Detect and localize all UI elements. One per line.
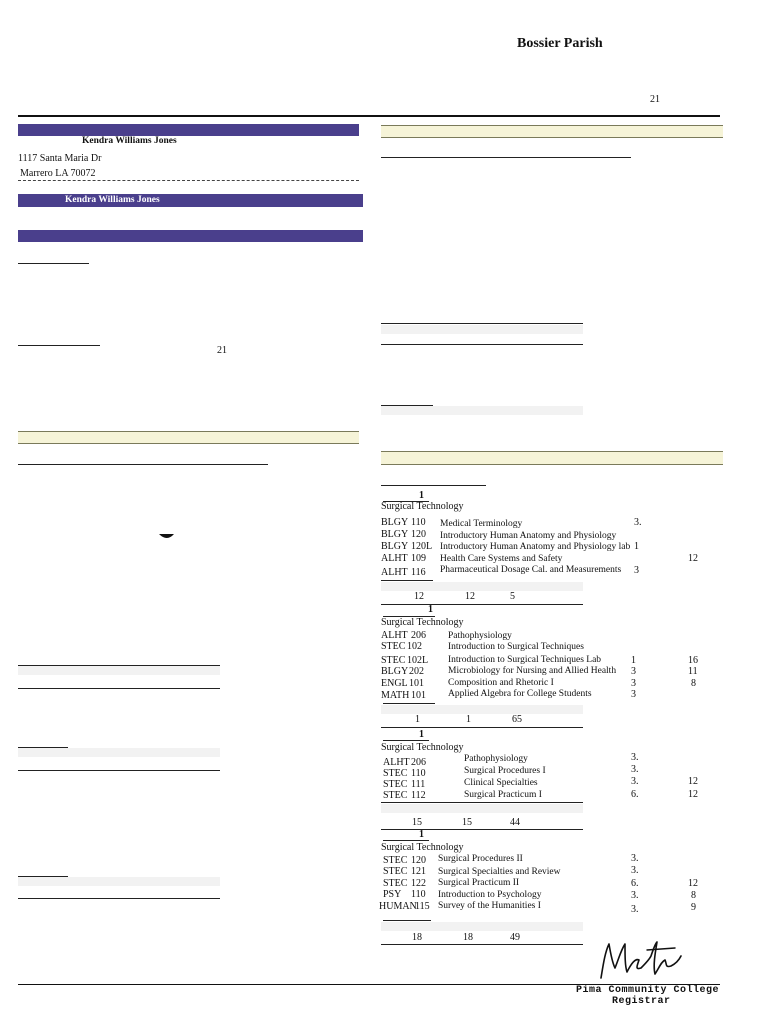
course-title: Survey of the Humanities I (438, 901, 541, 911)
course-dept: ALHT (381, 567, 408, 578)
course-dept: MATH (381, 690, 410, 701)
term-program: Surgical Technology (381, 617, 464, 628)
course-dept: ALHT (381, 630, 408, 641)
course-credits: 3. (631, 904, 639, 915)
course-credits: 3 (631, 666, 636, 677)
address-line-2: Marrero LA 70072 (20, 168, 96, 179)
total-points: 49 (510, 932, 520, 943)
mark-shape (159, 533, 175, 541)
student-name-bar (18, 124, 359, 136)
course-code: 202 (409, 666, 424, 677)
left-grey-b (18, 748, 220, 757)
course-code: 110 (411, 889, 426, 900)
course-credits: 3 (631, 678, 636, 689)
course-credits: 3. (631, 776, 639, 787)
left-rule-c (18, 464, 268, 465)
course-dept: ALHT (383, 757, 410, 768)
course-code: 110 (411, 517, 426, 528)
left-number: 21 (217, 345, 227, 356)
right-grey-b (381, 406, 583, 415)
course-credits: 3 (631, 689, 636, 700)
totals-rule-top (383, 703, 435, 704)
course-credits: 3. (634, 517, 642, 528)
course-dept: ALHT (381, 553, 408, 564)
course-title: Applied Algebra for College Students (448, 689, 592, 699)
term-program: Surgical Technology (381, 742, 464, 753)
course-credits: 1 (631, 655, 636, 666)
course-grade: 12 (688, 553, 698, 564)
header-rule (18, 115, 720, 117)
registrar-title: Registrar (612, 996, 671, 1007)
total-earned: 15 (462, 817, 472, 828)
totals-rule-bottom (381, 604, 583, 605)
course-dept: STEC (383, 768, 408, 779)
totals-rule-top (381, 580, 433, 581)
total-points: 44 (510, 817, 520, 828)
course-dept: PSY (383, 889, 402, 900)
left-cream-bar (18, 431, 359, 444)
total-earned: 1 (466, 714, 471, 725)
course-grade: 12 (688, 789, 698, 800)
header-number: 21 (650, 94, 660, 105)
course-dept: HUMAN (379, 901, 417, 912)
course-dept: STEC (383, 779, 408, 790)
left-rule-b (18, 345, 100, 346)
course-code: 101 (409, 678, 424, 689)
course-credits: 3 (634, 565, 639, 576)
course-code: 102L (407, 655, 429, 666)
student-name: Kendra Williams Jones (82, 136, 177, 146)
total-earned: 18 (463, 932, 473, 943)
right-rule-c (381, 344, 583, 345)
totals-rule-top (383, 920, 431, 921)
term-number: 1 (419, 829, 424, 840)
course-title: Microbiology for Nursing and Allied Health (448, 666, 617, 676)
course-title: Pathophysiology (448, 631, 512, 641)
school-name: Bossier Parish (517, 36, 603, 51)
course-code: 120L (411, 541, 433, 552)
purple-bar (18, 230, 363, 242)
course-grade: 12 (688, 878, 698, 889)
course-code: 120 (411, 855, 426, 866)
right-rule-b (381, 323, 583, 324)
course-title: Introduction to Surgical Techniques Lab (448, 655, 602, 665)
term-program: Surgical Technology (381, 842, 464, 853)
left-grey-c (18, 877, 220, 886)
course-dept: BLGY (381, 529, 409, 540)
totals-grey (381, 922, 583, 931)
totals-rule-bottom (381, 944, 583, 945)
totals-rule-top (381, 802, 583, 803)
course-title: Surgical Practicum I (464, 790, 542, 800)
term-num-rule (383, 840, 429, 841)
name-banner-text: Kendra Williams Jones (65, 195, 160, 205)
total-attempted: 15 (412, 817, 422, 828)
course-credits: 6. (631, 878, 639, 889)
left-rule-g (18, 770, 220, 771)
course-credits: 3. (631, 890, 639, 901)
left-grey-a (18, 666, 220, 675)
course-title: Surgical Procedures I (464, 766, 546, 776)
course-grade: 16 (688, 655, 698, 666)
left-rule-a (18, 263, 89, 264)
course-grade: 8 (691, 890, 696, 901)
total-attempted: 18 (412, 932, 422, 943)
totals-grey (381, 804, 583, 813)
course-title: Introductory Human Anatomy and Physiology (440, 531, 617, 541)
course-code: 115 (415, 901, 430, 912)
right-rule-e (381, 485, 486, 486)
course-code: 110 (411, 768, 426, 779)
right-cream-bar (381, 451, 723, 465)
total-attempted: 1 (415, 714, 420, 725)
course-title: Health Care Systems and Safety (440, 554, 563, 564)
term-number: 1 (419, 490, 424, 501)
left-rule-e (18, 688, 220, 689)
course-code: 122 (411, 878, 426, 889)
course-title: Pathophysiology (464, 754, 528, 764)
course-code: 120 (411, 529, 426, 540)
course-code: 206 (411, 630, 426, 641)
course-code: 102 (407, 641, 422, 652)
term-num-rule (383, 740, 429, 741)
total-points: 65 (512, 714, 522, 725)
course-code: 116 (411, 567, 426, 578)
course-credits: 3. (631, 865, 639, 876)
course-dept: STEC (383, 855, 408, 866)
course-credits: 3. (631, 752, 639, 763)
totals-rule-bottom (381, 727, 583, 728)
course-credits: 3. (631, 853, 639, 864)
address-line-1: 1117 Santa Maria Dr (18, 153, 102, 164)
term-program: Surgical Technology (381, 501, 464, 512)
totals-rule-bottom (381, 829, 583, 830)
course-title: Clinical Specialties (464, 778, 538, 788)
course-title: Composition and Rhetoric I (448, 678, 554, 688)
course-title: Surgical Specialties and Review (438, 867, 561, 877)
total-points: 5 (510, 591, 515, 602)
course-dept: BLGY (381, 666, 409, 677)
course-grade: 11 (688, 666, 698, 677)
course-dept: ENGL (381, 678, 408, 689)
course-title: Pharmaceutical Dosage Cal. and Measurements (440, 565, 622, 575)
college-name: Pima Community College (576, 985, 720, 996)
name-banner (18, 194, 363, 207)
course-title: Medical Terminology (440, 519, 523, 529)
term-number: 1 (428, 604, 433, 615)
course-credits: 3. (631, 764, 639, 775)
course-title: Introduction to Psychology (438, 890, 542, 900)
course-dept: BLGY (381, 541, 409, 552)
total-attempted: 12 (414, 591, 424, 602)
course-title: Introduction to Surgical Techniques (448, 642, 584, 652)
course-title: Surgical Procedures II (438, 854, 523, 864)
course-credits: 6. (631, 789, 639, 800)
course-dept: BLGY (381, 517, 409, 528)
totals-grey (381, 705, 583, 714)
course-title: Surgical Practicum II (438, 878, 520, 888)
total-earned: 12 (465, 591, 475, 602)
course-code: 109 (411, 553, 426, 564)
address-dotted-rule (18, 180, 359, 181)
course-dept: STEC (383, 790, 408, 801)
course-code: 101 (411, 690, 426, 701)
course-title: Introductory Human Anatomy and Physiology lab (440, 542, 631, 552)
registrar-signature (595, 938, 685, 980)
course-code: 111 (411, 779, 426, 790)
course-grade: 9 (691, 902, 696, 913)
course-code: 121 (411, 866, 426, 877)
course-grade: 12 (688, 776, 698, 787)
course-dept: STEC (381, 641, 406, 652)
right-cream-bar-top (381, 125, 723, 138)
course-dept: STEC (383, 866, 408, 877)
course-code: 112 (411, 790, 426, 801)
course-dept: STEC (381, 655, 406, 666)
totals-grey (381, 582, 583, 591)
course-credits: 1 (634, 541, 639, 552)
course-dept: STEC (383, 878, 408, 889)
course-grade: 8 (691, 678, 696, 689)
right-rule-a (381, 157, 631, 158)
course-code: 206 (411, 757, 426, 768)
term-number: 1 (419, 729, 424, 740)
right-grey-a (381, 325, 583, 334)
left-rule-i (18, 898, 220, 899)
